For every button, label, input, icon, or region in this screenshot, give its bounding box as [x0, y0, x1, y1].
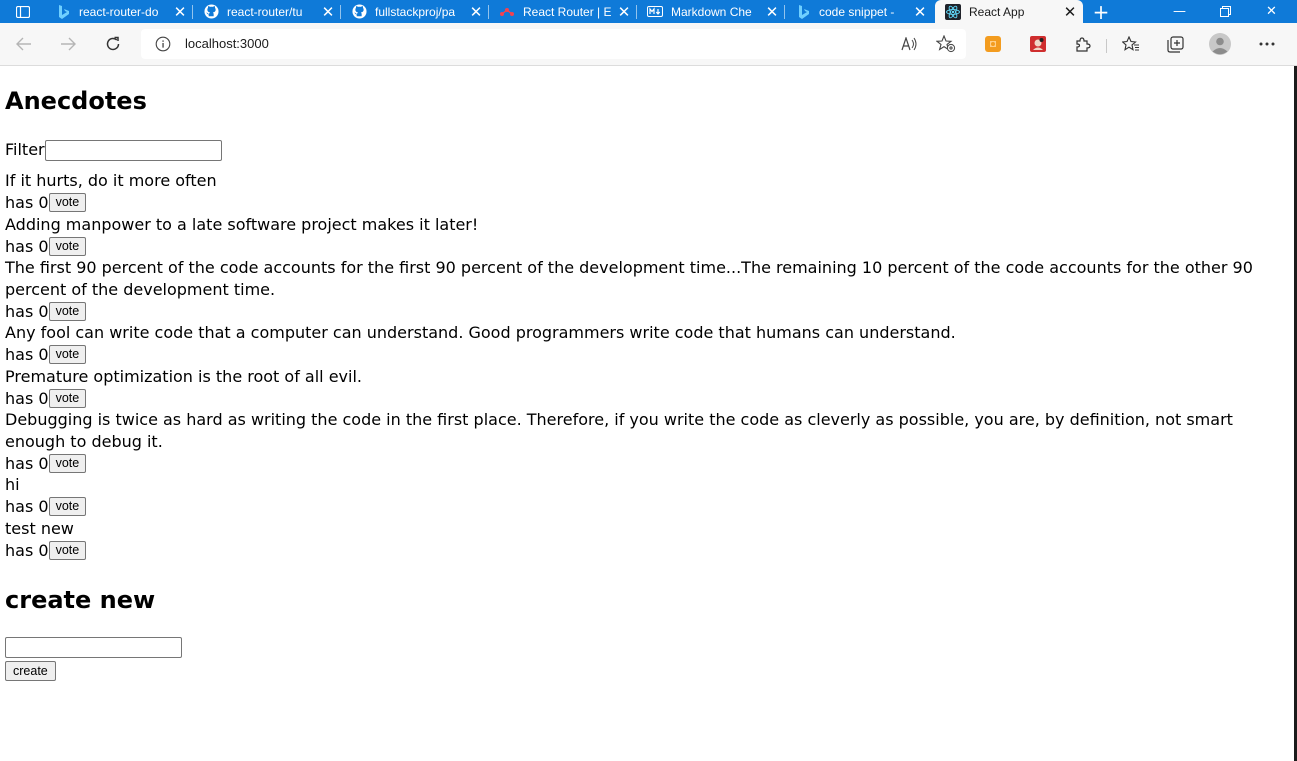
anecdote-item [5, 257, 1285, 322]
anecdote-content: Any fool can write code that a computer can understand. Good programmers write code that humans can understand. [5, 323, 956, 342]
anecdote-item [5, 322, 1285, 366]
new-anecdote-input[interactable] [5, 637, 182, 658]
anecdote-item [5, 518, 1285, 562]
has-label: has [5, 193, 34, 212]
anecdote-content: Debugging is twice as hard as writing the code in the first place. Therefore, if you write the code as cleverly as possible, you are, by definition, not smart enough to debug it. [5, 410, 1233, 451]
browser-tab[interactable] [489, 0, 637, 23]
vote-button[interactable]: vote [49, 389, 87, 408]
address-bar[interactable] [141, 29, 966, 59]
anecdote-content: The first 90 percent of the code accounts for the first 90 percent of the development time...The remaining 10 percent of the code accounts for the other 90 percent of the development time. [5, 258, 1253, 299]
filter-input[interactable] [45, 140, 222, 161]
anecdote-item [5, 409, 1285, 474]
close-tab-icon[interactable]: ✕ [469, 2, 483, 21]
browser-tab[interactable] [341, 0, 489, 23]
close-tab-icon[interactable]: ✕ [1063, 2, 1077, 21]
github-icon [351, 4, 367, 20]
anecdote-item [5, 366, 1285, 410]
restore-icon [1220, 6, 1231, 17]
back-button[interactable] [9, 29, 39, 59]
extension-orange-button[interactable] [978, 29, 1008, 59]
github-icon [203, 4, 219, 20]
has-label: has [5, 345, 34, 364]
vote-count: 0 [38, 193, 49, 212]
vote-count: 0 [38, 301, 49, 321]
votes-row [5, 192, 1285, 214]
bing-icon [55, 4, 71, 20]
anecdote-list [5, 170, 1285, 561]
new-tab-button[interactable] [1089, 0, 1113, 23]
settings-menu-button[interactable] [1252, 29, 1282, 59]
tab-actions-button[interactable] [0, 0, 45, 23]
close-tab-icon[interactable]: ✕ [913, 2, 927, 21]
vote-button[interactable]: vote [49, 193, 87, 212]
browser-tab[interactable] [193, 0, 341, 23]
add-favorite-icon[interactable] [933, 35, 959, 53]
tab-title: react-router-do [79, 4, 159, 19]
url-text: localhost:3000 [185, 36, 269, 51]
refresh-button[interactable] [98, 29, 128, 59]
close-tab-icon[interactable]: ✕ [321, 2, 335, 21]
profile-button[interactable] [1205, 29, 1235, 59]
create-button[interactable]: create [5, 661, 56, 681]
vote-button[interactable]: vote [49, 497, 87, 516]
browser-tab[interactable] [637, 0, 785, 23]
markdown-icon [647, 4, 663, 20]
anecdote-item [5, 170, 1285, 214]
tab-title: React App [969, 4, 1025, 19]
close-tab-icon[interactable]: ✕ [765, 2, 779, 21]
browser-tab[interactable] [785, 0, 933, 23]
vote-button[interactable]: vote [49, 454, 87, 473]
puzzle-icon [1074, 36, 1091, 53]
tab-title: code snippet - [819, 4, 895, 19]
forward-button[interactable] [53, 29, 83, 59]
vote-count: 0 [38, 453, 49, 473]
votes-row [5, 387, 1285, 409]
favorites-icon [1122, 36, 1140, 52]
info-icon[interactable] [155, 36, 171, 52]
create-new-heading: create new [5, 586, 156, 614]
vote-button[interactable]: vote [49, 345, 87, 364]
refresh-icon [105, 36, 121, 52]
collections-icon [1167, 36, 1184, 53]
vote-button[interactable]: vote [49, 237, 87, 256]
react-icon [945, 4, 961, 20]
votes-row [5, 344, 1285, 366]
anecdote-item [5, 474, 1285, 518]
tab-title: Markdown Che [671, 4, 752, 19]
has-label: has [5, 497, 34, 516]
vote-count: 0 [38, 540, 49, 560]
tab-strip [0, 0, 1297, 23]
vote-count: 0 [38, 236, 49, 256]
close-window-button[interactable] [1249, 0, 1294, 23]
more-options-icon [1259, 42, 1275, 46]
toolbar-divider [1106, 39, 1107, 53]
vote-count: 0 [38, 345, 49, 364]
vote-button[interactable]: vote [49, 302, 87, 321]
anecdote-content: Premature optimization is the root of all evil. [5, 366, 362, 386]
filter-row [5, 139, 222, 161]
browser-tab-active[interactable] [935, 0, 1083, 23]
votes-row [5, 539, 1285, 561]
anecdote-content: hi [5, 475, 20, 494]
votes-row [5, 300, 1285, 322]
avatar-icon [1209, 33, 1231, 55]
extension-red-icon [1029, 35, 1047, 53]
tab-title: React Router | E [523, 4, 612, 19]
react-router-icon [499, 4, 515, 20]
anecdote-content: test new [5, 518, 74, 538]
anecdote-content: Adding manpower to a late software project makes it later! [5, 214, 479, 234]
page-title: Anecdotes [5, 87, 147, 115]
vote-count: 0 [38, 497, 49, 516]
read-aloud-icon[interactable] [897, 35, 923, 53]
votes-row [5, 452, 1285, 474]
votes-row [5, 496, 1285, 518]
has-label: has [5, 236, 34, 256]
filter-label: Filter [5, 140, 45, 159]
close-tab-icon[interactable]: ✕ [617, 2, 631, 21]
anecdote-item [5, 214, 1285, 258]
has-label: has [5, 453, 34, 473]
back-arrow-icon [16, 37, 32, 51]
extensions-button[interactable] [1067, 29, 1097, 59]
vote-button[interactable]: vote [49, 541, 87, 560]
plus-icon: + [1092, 0, 1110, 24]
close-icon: ✕ [1266, 4, 1277, 19]
has-label: has [5, 540, 34, 560]
tab-title: react-router/tu [227, 4, 303, 19]
has-label: has [5, 388, 34, 408]
has-label: has [5, 301, 34, 321]
votes-row [5, 235, 1285, 257]
extension-orange-icon [984, 35, 1002, 53]
vote-count: 0 [38, 388, 49, 408]
browser-toolbar [0, 23, 1297, 66]
close-tab-icon[interactable]: ✕ [173, 2, 187, 21]
minimize-button[interactable] [1157, 0, 1202, 23]
forward-arrow-icon [60, 37, 76, 51]
restore-button[interactable] [1203, 0, 1248, 23]
extension-red-button[interactable] [1023, 29, 1053, 59]
minimize-icon: — [1173, 4, 1186, 19]
tab-title: fullstackproj/pa [375, 4, 456, 19]
collections-button[interactable] [1160, 29, 1190, 59]
bing-icon [795, 4, 811, 20]
tab-actions-icon [16, 6, 30, 18]
anecdote-content: If it hurts, do it more often [5, 171, 217, 190]
browser-tab[interactable] [45, 0, 193, 23]
favorites-button[interactable] [1116, 29, 1146, 59]
